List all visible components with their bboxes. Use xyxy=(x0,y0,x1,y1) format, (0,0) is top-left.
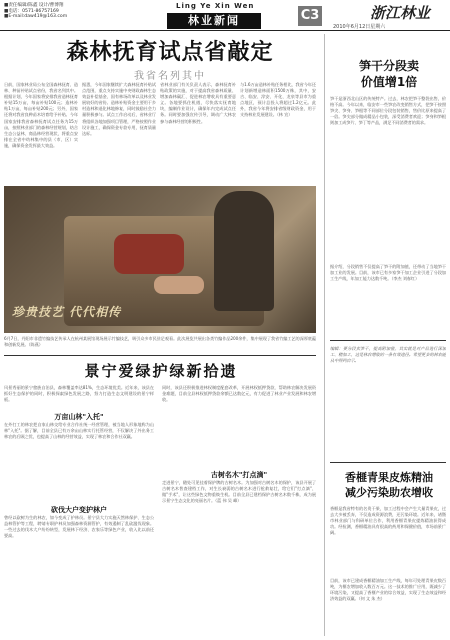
email-line: ■E-mail:daw419@163.com xyxy=(4,14,68,20)
newspaper-logo: 浙江林业 xyxy=(370,4,431,22)
sidebar-headline-1-line-1: 笋干分段卖 xyxy=(358,59,419,73)
phone-line: ■电话：0571-86757169 xyxy=(4,8,59,14)
feature-column-4: 走进景宁，随处可见挂着保护牌的古树名木。为加强对古树名木的保护，该县开展了古树名木普查建档工作，对生长衰弱的古树名木进行抢救复壮，给它们"打点滴"、做"手术"，让这些绿色文物重焕生机。目前全县已建档保护古树名木数千株，成为展示景宁生态文化的亮丽名片。（蓝 伟 吴 峰） xyxy=(162,480,316,504)
lead-column-1: 日前，国家林业局公布全国森林抚育、造林、种苗补贴试点省份，我省名列其中。根据计划，今年国家将安排我省造林抚育补贴15万亩，每亩补贴100元；造林补贴1万亩，每亩补贴200元；另外，国家还将对我省良种苗木培育给予补贴。今年国家安排我省森林抚育试点任务为15万亩，按照林业部门的森林经营规划，结合生态公益林、商品林经营现状，将重点安排在全省中幼林集中的县（市、区）实施，确保资金发挥最大效益。 xyxy=(4,82,78,148)
column-separator xyxy=(324,34,325,636)
lead-column-2: 据悉，今年国家继续扩大森林抚育补贴试点范围，重点支持实施中央财政森林生态效益补偿基金、国有林场改革以及林业发展较好的省份。造林补贴资金主要用于乡村造林和退化林地修复，同时鼓励社会力量积极参与。试点工作启动后，省林业厅将组织各地加强项目管理，严格按照作业设计施工，确保资金专款专用，抚育质量达标。 xyxy=(82,82,156,136)
photo-caption: 6月7日，丹阳市非遗竹编技艺传承人在杭州某展馆现场展示竹编技艺，吸引众多市民驻足观看。此次展览共展出各类竹编作品200余件，集中展现了我省竹编工艺的深厚底蕴和创新发展。（陈燕） xyxy=(4,336,316,348)
sidebar-headline-1-line-2: 价值增1倍 xyxy=(360,75,418,89)
feature-column-2: 曾经以砍树为生的林农，如今变成了护林员。景宁县大力实施天然林保护、生态公益林管护等工程，聘请专职护林员加强森林资源管护，有效遏制了乱砍滥伐现象。一些过去的伐木大户纷纷转型，发展林下经济、农家乐等绿色产业，收入比以前还要高。 xyxy=(4,515,154,539)
sidebar-headline-2 xyxy=(334,470,444,500)
header-rule xyxy=(0,30,450,31)
editor-note: 编辑：要分段卖笋干，提高附加值，其实就是对产品进行深加工、精加工，这是林农增收的一条有效途径。希望更多的林农能从中得到启示。 xyxy=(330,346,446,364)
sidebar-column-4: 目前，该市已建成香榧精油加工生产线，每年可处理青果皮数百吨，为榧农增加收入数百万元。这一技术的推广应用，既减少了环境污染，又提高了香榧产业的综合效益，实现了生态效益和经济效益的双赢。（何 文 朱 杰） xyxy=(330,578,446,602)
header-info xyxy=(4,3,124,20)
sidebar-column-3: 香榧是我省特有的名贵干果，加工过程中会产生大量青果皮，过去大多被丢弃，不仅造成资源浪费，还污染环境。近年来，诸暨市林业部门与科研单位合作，利用香榧青果皮提炼精油获得成功。经检测，香榧精油具有很高的药用和保健价值，市场前景广阔。 xyxy=(330,506,446,536)
lead-column-4: 与1.6万亩造林补贴任务相比，我省今年还计划新增造林面积1500万株，其中，安吉、临安、淳安、开化、龙泉等县市为重点地区，预计总投入将超过1.2亿元。此外，我省今年将安排省级财政资金，用于支持林业发展建设。（林 宣） xyxy=(240,82,316,118)
section-pinyin: Ling Ye Xin Wen xyxy=(176,2,255,10)
section-title: 林业新闻 xyxy=(167,13,261,29)
section-divider xyxy=(4,355,316,356)
feature-headline: 景宁爱绿护绿新拾遗 xyxy=(84,362,238,380)
sidebar-headline-2-line-2: 减少污染助农增收 xyxy=(345,486,433,499)
news-photo xyxy=(4,186,316,333)
feature-subhead-2: 砍伐大户变护林户 xyxy=(51,506,107,514)
lead-headline: 森林抚育试点省敲定 xyxy=(66,39,274,65)
feature-column-1: 在外打工的林农把自家山林交给专业合作社统一经营管理，被当地人形象地称为山林"入托"。据了解，目前全县已有万余亩山林实行托管经营，不仅解决了外出务工林农的后顾之忧，也提高了山林的经营效益，实现了林农和合作社双赢。 xyxy=(4,422,154,440)
feature-intro: 风景秀丽的景宁畲族自治县，森林覆盖率达81%，生态环境优美。近年来，该县在抓好生态保护的同时，积极探索绿色发展之路，努力打造生态文明建设的景宁样板。 xyxy=(4,385,154,403)
sidebar-headline-2-line-1: 香榧青果皮炼精油 xyxy=(345,471,433,484)
feature-subhead-3: 古树名木"打点滴" xyxy=(210,471,268,479)
sidebar-divider-1 xyxy=(330,340,446,341)
sidebar-column-1: 笋干是浙西北山区的传统特产。过去，林农把笋干整袋出售，价格不高。今年以来，临安市一些笋农改变销售方式，把笋干按照笋尖、笋身、笋根等不同部位分段包装销售，售价比原来提高了一倍。笋尖部分做成精品小包装，深受消费者欢迎；笋身和笋根则加工成笋片、笋丁等产品，满足不同消费者的需求。 xyxy=(330,96,446,126)
lead-column-3: 省林业部门有关负责人表示，森林抚育补贴政策的实施，对于提高我省森林质量、增加森林碳汇、促进林农增收具有重要意义。各地要抓住机遇，尽快落实抚育地块，编制作业设计，确保年内完成试点任务。同时要加强宣传引导，调动广大林农参与森林经营的积极性。 xyxy=(160,82,236,124)
feature-column-3: 同时，该县还积极推进林权制度配套改革，开展林权抵押贷款，帮助林农解决发展资金难题，目前全县林权抵押贷款余额已达数亿元，有力促进了林业产业发展和林农增收。 xyxy=(162,385,316,403)
photo-slogan: 珍贵技艺 代代相传 xyxy=(12,305,122,319)
page-number: C3 xyxy=(298,6,322,26)
editor-line: ■责任编辑/陈鑫 设计/曹博翔 xyxy=(4,3,64,8)
feature-subhead-1: 万亩山林"入托" xyxy=(54,413,104,421)
lead-subheadline: 我省名列其中 xyxy=(134,71,206,82)
sidebar-column-2: 据介绍，分段销售不仅提高了笋干的附加值，还带动了当地笋干加工业的发展。目前，该市已有多家笋干加工企业引进了分段加工生产线，年加工能力达数千吨。（李杰 刘春红） xyxy=(330,264,446,282)
sidebar-headline-1 xyxy=(334,58,444,90)
issue-date: 2010年6月12日星期六 xyxy=(333,24,386,30)
sidebar-divider-2 xyxy=(330,462,446,463)
